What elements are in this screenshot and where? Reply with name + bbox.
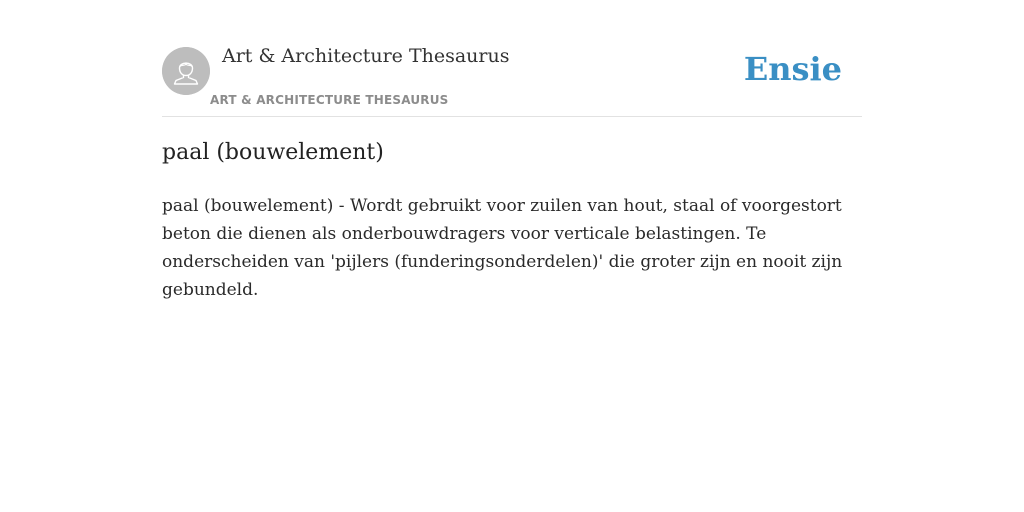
entry-definition: paal (bouwelement) - Wordt gebruikt voor zuilen van hout, staal of voorgestort beton die dienen als onderbouwdragers voor verticale belastingen. Te onderscheiden van 'pijlers (funderingsonderdelen)' die groter zijn en nooit zijn gebundeld. (162, 196, 843, 300)
user-silhouette-icon[interactable] (162, 47, 210, 95)
source-title[interactable]: Art & Architecture Thesaurus (222, 45, 510, 67)
entry-term: paal (bouwelement) (162, 140, 384, 165)
source-header (162, 44, 862, 117)
avatar-graphic (162, 47, 210, 95)
source-subtitle[interactable]: ART & ARCHITECTURE THESAURUS (210, 93, 449, 107)
brand-logo-link[interactable]: Ensie (743, 50, 842, 88)
